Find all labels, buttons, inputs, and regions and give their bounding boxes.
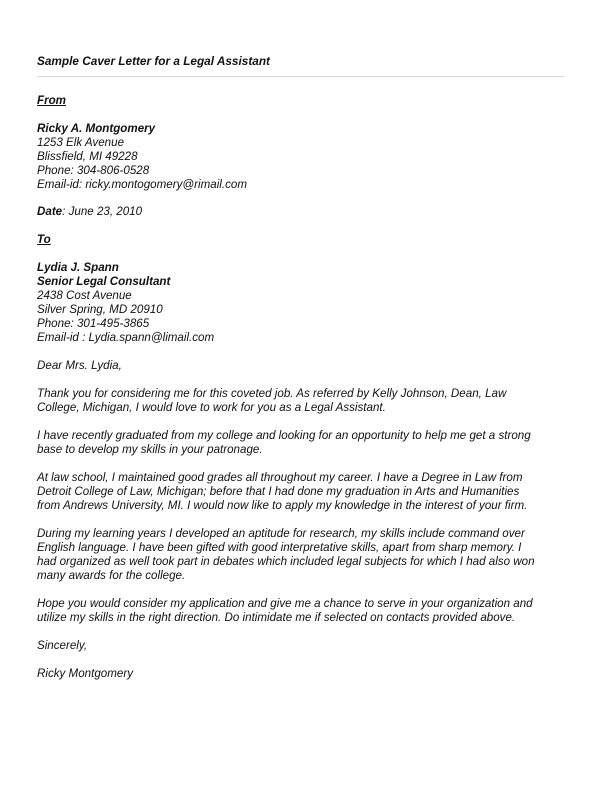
paragraph-line: Detroit College of Law, Michigan; before that I had done my graduation in Arts and Humanities (37, 485, 520, 498)
sender-phone: Phone: 304-806-0528 (37, 164, 150, 177)
body-paragraph-1 (37, 387, 567, 415)
from-heading: From (37, 94, 66, 107)
recipient-position: Senior Legal Consultant (37, 275, 171, 288)
title-divider (37, 76, 564, 77)
recipient-phone: Phone: 301-495-3865 (37, 317, 150, 330)
paragraph-line: During my learning years I developed an aptitude for research, my skills include command over (37, 527, 525, 540)
paragraph-line: I have recently graduated from my college and looking for an opportunity to help me get a strong (37, 429, 531, 442)
recipient-email: Email-id : Lydia.spann@limail.com (37, 331, 215, 344)
recipient-street: 2438 Cost Avenue (37, 289, 132, 302)
body-paragraph-3 (37, 471, 567, 513)
paragraph-line: from Andrews University, MI. I would now like to apply my knowledge in the interest of your firm. (37, 499, 528, 512)
paragraph-line: base to develop my skills in your patronage. (37, 443, 263, 456)
document-title: Sample Caver Letter for a Legal Assistant (37, 54, 270, 68)
body-paragraph-2 (37, 429, 567, 457)
sender-street: 1253 Elk Avenue (37, 136, 125, 149)
body-paragraph-4 (37, 527, 567, 583)
date-line (37, 205, 567, 219)
body-paragraph-5 (37, 597, 567, 625)
date-value: : June 23, 2010 (62, 205, 143, 218)
recipient-name: Lydia J. Spann (37, 261, 119, 274)
closing: Sincerely, (37, 639, 88, 652)
paragraph-line: utilize my skills in the right direction. Do intimidate me if selected on contacts provided above. (37, 611, 516, 624)
salutation: Dear Mrs. Lydia, (37, 359, 122, 372)
sender-address-block (37, 122, 567, 192)
paragraph-line: Thank you for considering me for this coveted job. As referred by Kelly Johnson, Dean, Law (37, 387, 507, 400)
sender-city: Blissfield, MI 49228 (37, 150, 138, 163)
recipient-address-block (37, 261, 567, 345)
paragraph-line: At law school, I maintained good grades all throughout my career. I have a Degree in Law from (37, 471, 523, 484)
paragraph-line: Hope you would consider my application and give me a chance to serve in your organization and (37, 597, 533, 610)
date-label: Date (37, 205, 63, 218)
sender-name: Ricky A. Montgomery (37, 122, 156, 135)
recipient-city: Silver Spring, MD 20910 (37, 303, 163, 316)
paragraph-line: had organized as well took part in debates which included legal subjects for which I had also won (37, 555, 535, 568)
signature-name: Ricky Montgomery (37, 667, 133, 680)
to-heading: To (37, 233, 51, 246)
paragraph-line: many awards for the college. (37, 569, 186, 582)
paragraph-line: College, Michigan, I would love to work for you as a Legal Assistant. (37, 401, 386, 414)
sender-email: Email-id: ricky.montogomery@rimail.com (37, 178, 247, 191)
paragraph-line: English language. I have been gifted with good interpretative skills, apart from sharp memory. I (37, 541, 522, 554)
